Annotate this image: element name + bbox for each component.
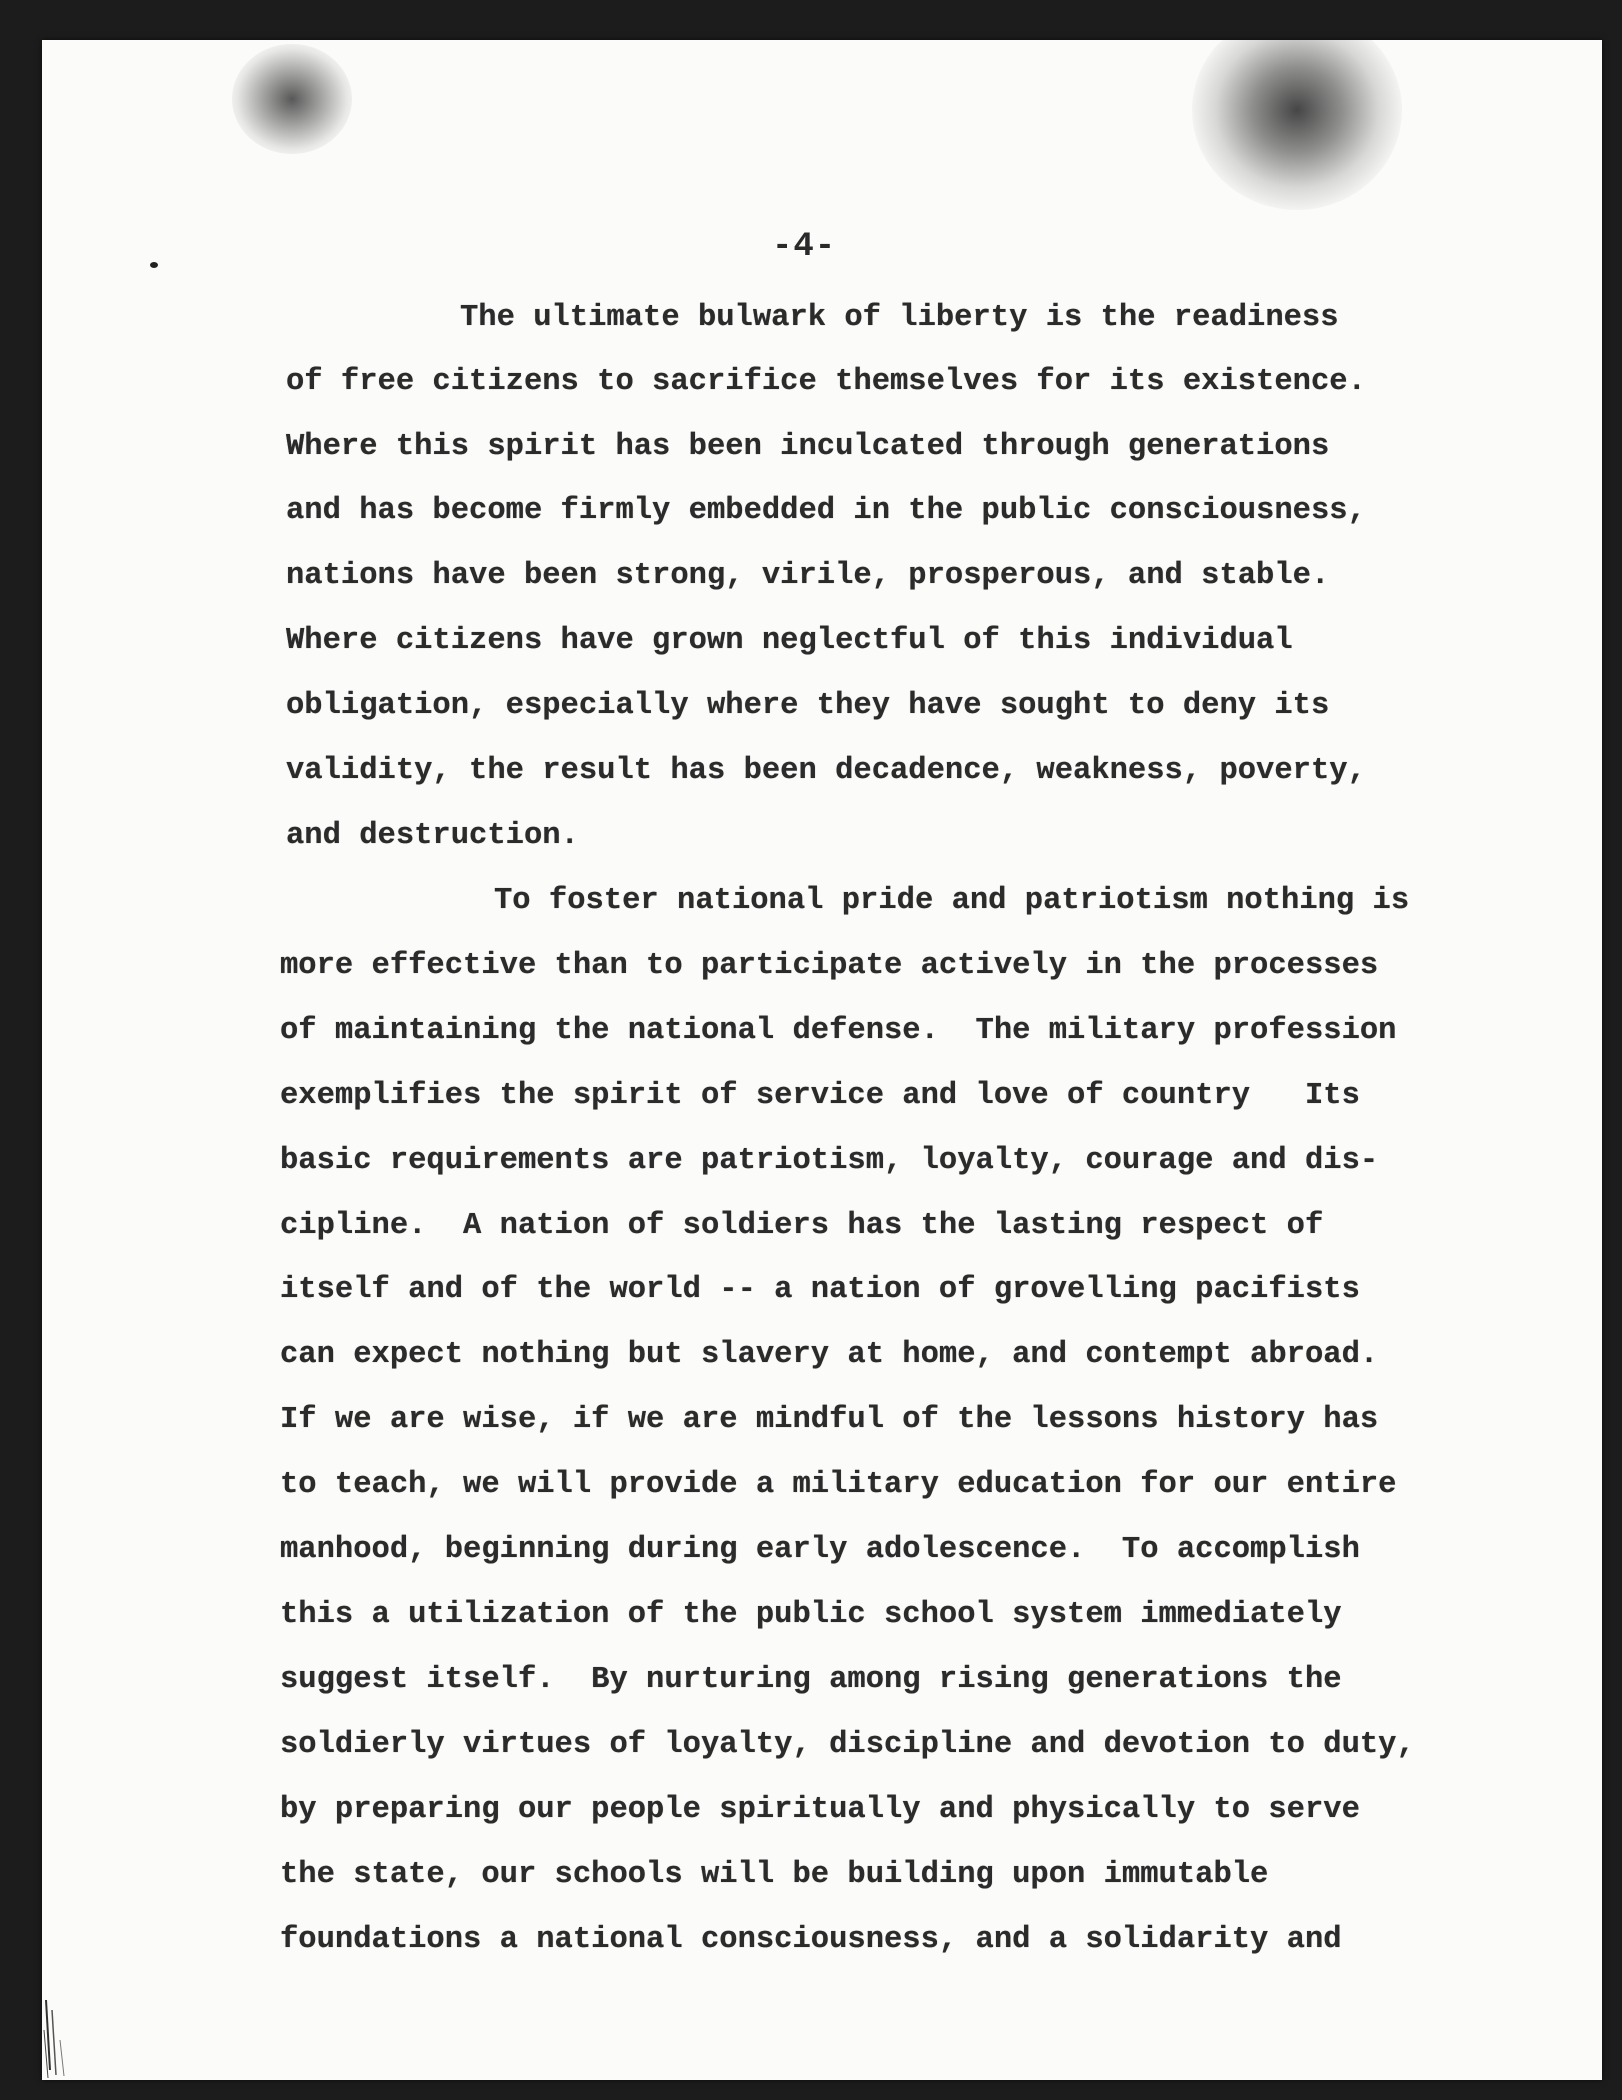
text-line: this a utilization of the public school system immediately [280, 1598, 1342, 1632]
text-line: to teach, we will provide a military education for our entire [280, 1468, 1397, 1502]
text-line: basic requirements are patriotism, loyalty, courage and dis- [280, 1144, 1379, 1178]
text-line: The ultimate bulwark of liberty is the readiness [460, 301, 1339, 335]
text-line: Where this spirit has been inculcated through generations [286, 430, 1330, 464]
ink-smudge-right [1192, 40, 1402, 210]
document-page [42, 40, 1602, 2080]
text-line: can expect nothing but slavery at home, and contempt abroad. [280, 1338, 1379, 1372]
text-line: Where citizens have grown neglectful of this individual [286, 624, 1293, 658]
text-line: suggest itself. By nurturing among rising generations the [280, 1663, 1342, 1697]
text-line: and has become firmly embedded in the public consciousness, [286, 494, 1366, 528]
text-line: of free citizens to sacrifice themselves for its existence. [286, 365, 1366, 399]
text-line: obligation, especially where they have sought to deny its [286, 689, 1330, 723]
text-line: and destruction. [286, 819, 579, 853]
text-line: manhood, beginning during early adolescence. To accomplish [280, 1533, 1360, 1567]
text-line: If we are wise, if we are mindful of the lessons history has [280, 1403, 1379, 1437]
ink-smudge-left [232, 44, 352, 154]
text-line: exemplifies the spirit of service and love of country Its [280, 1079, 1360, 1113]
corner-scratch-marks [42, 1990, 102, 2080]
text-line: soldierly virtues of loyalty, discipline and devotion to duty, [280, 1728, 1415, 1762]
text-line: of maintaining the national defense. The military profession [280, 1014, 1397, 1048]
text-line: cipline. A nation of soldiers has the lasting respect of [280, 1209, 1324, 1243]
text-line: validity, the result has been decadence, weakness, poverty, [286, 754, 1366, 788]
ink-speck [150, 262, 158, 268]
text-line: nations have been strong, virile, prosperous, and stable. [286, 559, 1330, 593]
text-line: more effective than to participate actively in the processes [280, 949, 1379, 983]
page-number: -4- [772, 228, 837, 266]
text-line: the state, our schools will be building upon immutable [280, 1858, 1269, 1892]
text-line: foundations a national consciousness, and a solidarity and [280, 1923, 1342, 1957]
text-line: by preparing our people spiritually and physically to serve [280, 1793, 1360, 1827]
text-line: To foster national pride and patriotism nothing is [494, 884, 1410, 918]
text-line: itself and of the world -- a nation of grovelling pacifists [280, 1273, 1360, 1307]
